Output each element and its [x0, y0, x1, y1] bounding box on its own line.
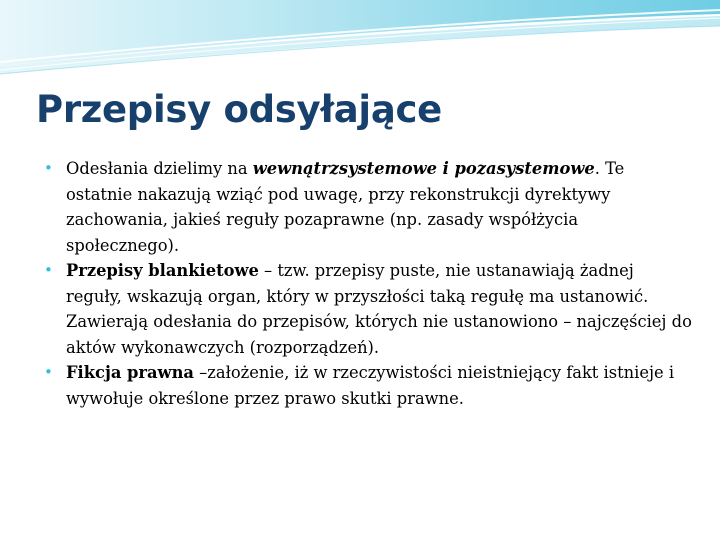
bullet-emphasis: wewnątrzsystemowe i pozasystemowe: [252, 159, 595, 178]
bullet-text: –założenie, iż w rzeczywistości nieistniejący fakt istnieje i wywołuje określone przez prawo skutki prawne.: [66, 363, 675, 408]
bullet-term: Przepisy blankietowe: [66, 261, 259, 280]
list-item: [44, 360, 694, 411]
bullet-text: Odesłania dzielimy na: [66, 159, 253, 178]
bullet-text: . Te ostatnie nakazują wziąć pod uwagę, przy rekonstrukcji dyrektywy zachowania, jakieś reguły pozaprawne (np. zasady współżycia społecznego).: [66, 159, 625, 255]
header-wave-decoration: [0, 0, 720, 80]
bullet-text: – tzw. przepisy puste, nie ustanawiają żadnej reguły, wskazują organ, który w przyszłości taką regułę ma ustanowić. Zawierają odesłania do przepisów, których nie ustanowiono – najczęściej do aktów wykonawczych (rozporządzeń).: [66, 261, 692, 357]
bullet-dot-icon: •: [44, 363, 53, 381]
bullet-term: Fikcja prawna: [66, 363, 194, 382]
list-item: [44, 258, 694, 360]
content-area: [44, 156, 694, 411]
bullet-dot-icon: •: [44, 261, 53, 279]
page-title: Przepisy odsyłające: [36, 88, 442, 131]
list-item: [44, 156, 694, 258]
bullet-dot-icon: •: [44, 159, 53, 177]
bullet-list: [44, 156, 694, 411]
